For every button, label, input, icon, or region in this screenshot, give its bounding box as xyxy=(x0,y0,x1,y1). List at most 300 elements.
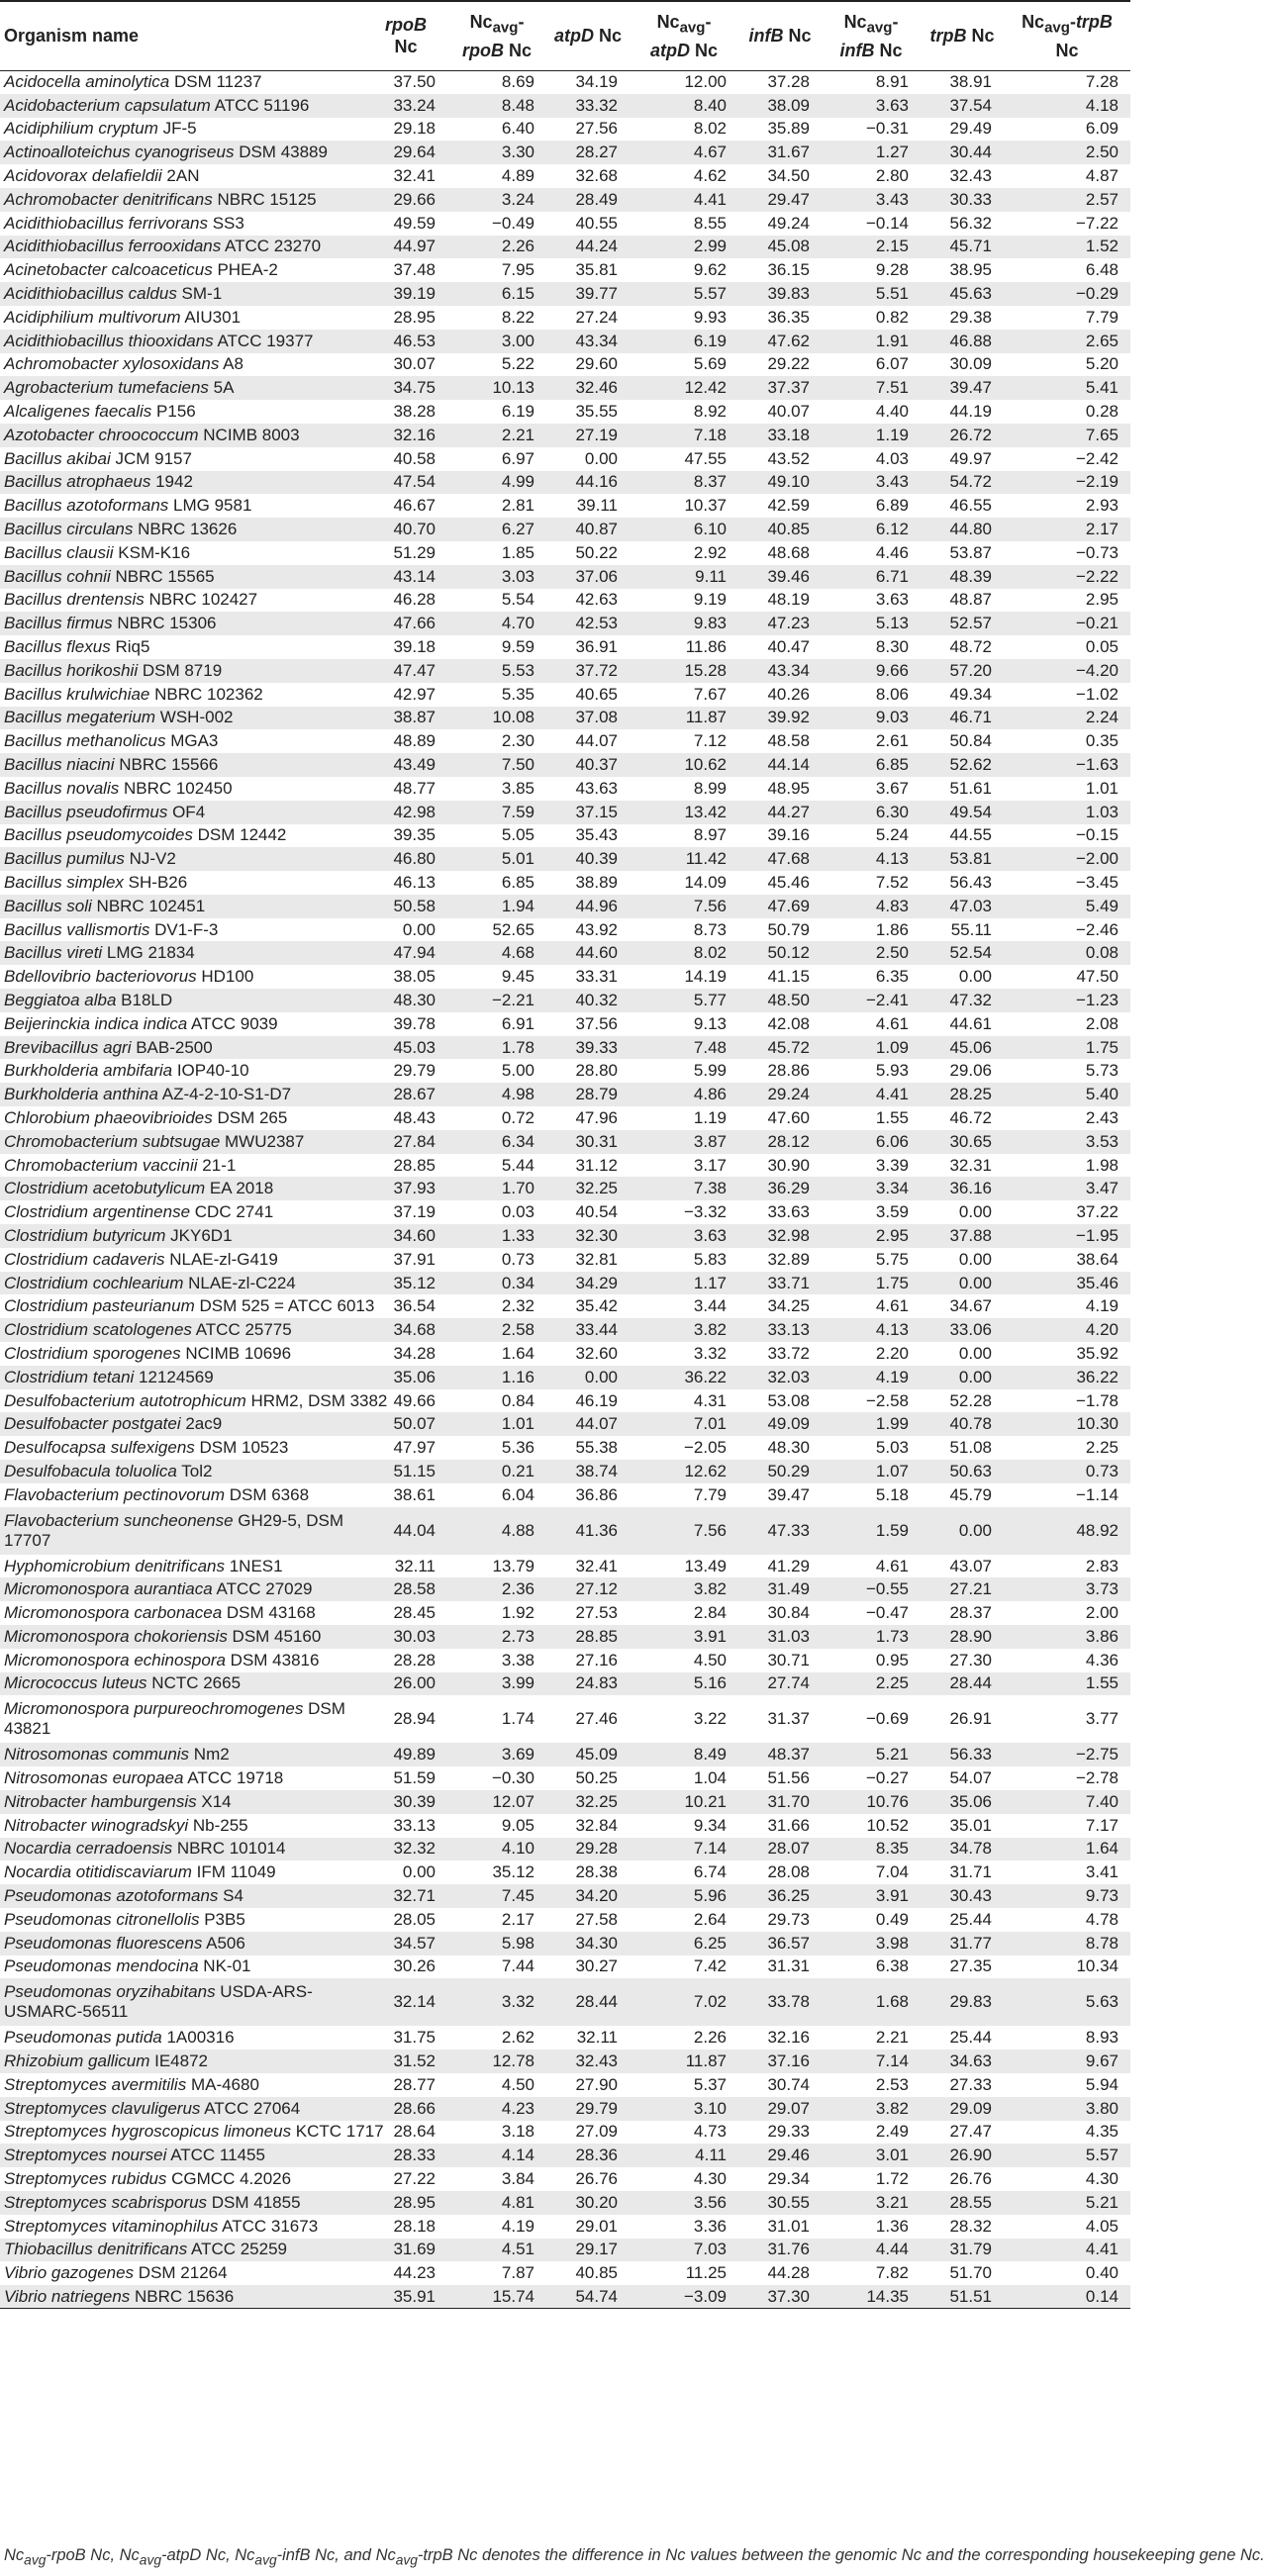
value-cell: 5.35 xyxy=(501,684,535,704)
value-cell: 42.63 xyxy=(575,590,618,610)
value-cell: 6.07 xyxy=(875,354,909,374)
species-name: Hyphomicrobium denitrificans xyxy=(4,1556,225,1575)
value-cell: 51.29 xyxy=(393,542,436,562)
value-cell: 12.07 xyxy=(492,1791,535,1811)
value-cell: 45.03 xyxy=(393,1037,436,1057)
species-name: Nitrobacter winogradskyi xyxy=(4,1815,189,1835)
column-header-6 xyxy=(822,1,921,70)
value-cell: 3.32 xyxy=(693,1343,727,1363)
value-cell: 9.67 xyxy=(1085,2051,1119,2071)
strain-name: SS3 xyxy=(207,213,244,233)
value-cell: 28.95 xyxy=(393,307,436,327)
value-cell: 1.64 xyxy=(1085,1839,1119,1859)
value-cell: 5.20 xyxy=(1085,354,1119,374)
value-cell: 31.31 xyxy=(767,1956,810,1976)
species-name: Desulfobacterium autotrophicum xyxy=(4,1390,246,1410)
value-cell: 38.64 xyxy=(1076,1249,1119,1269)
value-cell: 5.21 xyxy=(1085,2192,1119,2212)
value-cell: 5.75 xyxy=(875,1249,909,1269)
table-row xyxy=(0,1248,1130,1272)
value-cell: 10.76 xyxy=(866,1791,909,1811)
species-name: Desulfobacula toluolica xyxy=(4,1461,177,1480)
strain-name: ATCC 25259 xyxy=(187,2240,287,2259)
organism-name-cell xyxy=(0,1130,364,1154)
table-row xyxy=(0,1036,1130,1060)
organism-name-cell xyxy=(0,871,364,895)
species-name: Bacillus clausii xyxy=(4,542,114,562)
value-cell: 4.11 xyxy=(695,2146,727,2165)
species-name: Bacillus vireti xyxy=(4,943,103,963)
value-cell: −1.95 xyxy=(1075,1225,1119,1245)
organism-name-cell xyxy=(0,1154,364,1178)
organism-name-cell xyxy=(0,659,364,683)
organism-name-cell xyxy=(0,94,364,118)
value-cell: 27.46 xyxy=(575,1709,618,1729)
value-cell: 13.49 xyxy=(684,1556,727,1575)
strain-name: ATCC 23270 xyxy=(221,237,322,256)
value-cell: 1.09 xyxy=(875,1037,909,1057)
table-row xyxy=(0,258,1130,282)
value-cell: 4.46 xyxy=(875,542,909,562)
value-cell: 40.32 xyxy=(575,990,618,1009)
value-cell: 1.04 xyxy=(693,1768,727,1788)
organism-name-cell xyxy=(0,683,364,707)
table-row xyxy=(0,212,1130,236)
value-cell: 4.20 xyxy=(1085,1320,1119,1340)
value-cell: 11.42 xyxy=(685,849,727,869)
value-cell: 4.19 xyxy=(501,2216,535,2236)
value-cell: 0.00 xyxy=(958,1249,992,1269)
species-name: Nitrobacter hamburgensis xyxy=(4,1791,197,1811)
value-cell: 2.61 xyxy=(875,731,909,751)
value-cell: 0.00 xyxy=(958,1273,992,1292)
value-cell: 10.34 xyxy=(1076,1956,1119,1976)
strain-name: NJ-V2 xyxy=(124,849,176,869)
value-cell: 42.97 xyxy=(393,684,436,704)
table-row xyxy=(0,2239,1130,2262)
value-cell: 4.87 xyxy=(1085,166,1119,186)
header-pre: Organism name xyxy=(4,26,140,47)
species-name: Pseudomonas putida xyxy=(4,2028,162,2048)
header-row xyxy=(0,1,1130,70)
table-row xyxy=(0,164,1130,188)
header-pre: Nc xyxy=(843,11,867,32)
value-cell: 39.77 xyxy=(575,284,618,304)
value-cell: 28.66 xyxy=(393,2098,436,2118)
value-cell: 31.66 xyxy=(767,1815,810,1835)
strain-name: CGMCC 4.2026 xyxy=(166,2169,292,2189)
value-cell: 35.43 xyxy=(575,825,618,845)
table-row xyxy=(0,565,1130,589)
value-cell: 1.33 xyxy=(501,1225,535,1245)
value-cell: 33.32 xyxy=(575,95,618,115)
value-cell: 4.41 xyxy=(1085,2240,1119,2259)
organism-name-cell xyxy=(0,1884,364,1908)
value-cell: 28.64 xyxy=(393,2122,436,2142)
value-cell: 44.96 xyxy=(575,896,618,915)
value-cell: 46.88 xyxy=(949,331,992,350)
value-cell: 51.51 xyxy=(949,2286,992,2306)
organism-name-cell xyxy=(0,282,364,306)
species-name: Nocardia cerradoensis xyxy=(4,1839,173,1859)
species-name: Achromobacter denitrificans xyxy=(4,189,213,209)
table-row xyxy=(0,2167,1130,2191)
table-row xyxy=(0,1224,1130,1248)
value-cell: 32.16 xyxy=(393,425,436,444)
value-cell: −2.42 xyxy=(1075,448,1119,468)
value-cell: 49.24 xyxy=(767,213,810,233)
value-cell: 6.35 xyxy=(875,967,909,987)
value-cell: 37.91 xyxy=(393,1249,436,1269)
footnote-text: , xyxy=(110,2546,120,2564)
value-cell: 5.57 xyxy=(693,284,727,304)
value-cell: 0.05 xyxy=(1085,637,1119,657)
value-cell: 47.54 xyxy=(393,472,436,492)
strain-name: IE4872 xyxy=(149,2051,208,2071)
value-cell: 4.98 xyxy=(501,1085,535,1104)
strain-name: ATCC 27064 xyxy=(200,2098,301,2118)
species-name: Pseudomonas azotoformans xyxy=(4,1886,219,1906)
organism-name-cell xyxy=(0,236,364,259)
organism-name-cell xyxy=(0,1672,364,1696)
value-cell: 44.04 xyxy=(393,1520,436,1540)
table-row xyxy=(0,871,1130,895)
organism-name-cell xyxy=(0,1412,364,1436)
table-row xyxy=(0,1814,1130,1838)
value-cell: 8.49 xyxy=(693,1745,727,1765)
value-cell: 37.72 xyxy=(575,660,618,680)
table-row xyxy=(0,1272,1130,1295)
value-cell: 8.30 xyxy=(875,637,909,657)
value-cell: 49.09 xyxy=(767,1414,810,1434)
value-cell: 4.19 xyxy=(1085,1296,1119,1316)
value-cell: 27.33 xyxy=(949,2074,992,2094)
table-footnote xyxy=(4,2546,1265,2568)
value-cell: 26.76 xyxy=(949,2169,992,2189)
value-cell: 8.91 xyxy=(875,72,909,92)
value-cell: 45.71 xyxy=(949,237,992,256)
value-cell: 3.85 xyxy=(501,778,535,798)
organism-name-cell xyxy=(0,1743,364,1766)
organism-name-cell xyxy=(0,1695,364,1743)
value-cell: 40.39 xyxy=(575,849,618,869)
value-cell: 33.13 xyxy=(767,1320,810,1340)
value-cell: 33.06 xyxy=(949,1320,992,1340)
value-cell: 28.27 xyxy=(575,143,618,162)
value-cell: 0.82 xyxy=(875,307,909,327)
value-cell: 10.37 xyxy=(684,496,727,516)
organism-name-cell xyxy=(0,2215,364,2239)
value-cell: 31.70 xyxy=(767,1791,810,1811)
value-cell: 41.29 xyxy=(767,1556,810,1575)
species-name: Bacillus akibai xyxy=(4,448,111,468)
value-cell: 40.85 xyxy=(767,520,810,539)
organism-name-cell xyxy=(0,353,364,377)
value-cell: 31.77 xyxy=(949,1933,992,1953)
value-cell: 31.49 xyxy=(767,1579,810,1599)
value-cell: 50.22 xyxy=(575,542,618,562)
value-cell: 4.13 xyxy=(875,1320,909,1340)
table-row xyxy=(0,1860,1130,1884)
organism-name-cell xyxy=(0,306,364,330)
value-cell: 3.77 xyxy=(1085,1709,1119,1729)
value-cell: 37.28 xyxy=(767,72,810,92)
value-cell: 28.79 xyxy=(575,1085,618,1104)
value-cell: 5.73 xyxy=(1085,1061,1119,1081)
value-cell: 0.73 xyxy=(1085,1461,1119,1480)
value-cell: 0.00 xyxy=(958,1343,992,1363)
value-cell: 30.84 xyxy=(767,1603,810,1623)
value-cell: 36.91 xyxy=(575,637,618,657)
organism-name-cell xyxy=(0,847,364,871)
value-cell: 49.10 xyxy=(767,472,810,492)
value-cell: 38.95 xyxy=(949,260,992,280)
strain-name: HD100 xyxy=(196,967,254,987)
value-cell: 6.85 xyxy=(875,755,909,774)
value-cell: 51.70 xyxy=(949,2263,992,2283)
value-cell: 44.19 xyxy=(949,402,992,422)
value-cell: 44.55 xyxy=(949,825,992,845)
table-row xyxy=(0,518,1130,541)
column-header-8 xyxy=(1004,1,1130,70)
column-header-2 xyxy=(447,1,546,70)
species-name: Clostridium argentinense xyxy=(4,1202,191,1222)
value-cell: 26.00 xyxy=(393,1673,436,1693)
species-name: Clostridium tetani xyxy=(4,1367,135,1386)
organism-name-cell xyxy=(0,1436,364,1460)
organism-name-cell xyxy=(0,2261,364,2285)
species-name: Alcaligenes faecalis xyxy=(4,402,152,422)
value-cell: 0.00 xyxy=(584,1367,618,1386)
organism-name-cell xyxy=(0,989,364,1012)
value-cell: 32.60 xyxy=(575,1343,618,1363)
value-cell: 2.20 xyxy=(875,1343,909,1363)
organism-name-cell xyxy=(0,1555,364,1578)
organism-name-cell xyxy=(0,164,364,188)
species-name: Streptomyces clavuligerus xyxy=(4,2098,201,2118)
species-name: Bacillus drentensis xyxy=(4,590,145,610)
strain-name: NBRC 15565 xyxy=(110,566,215,586)
value-cell: 4.30 xyxy=(693,2169,727,2189)
value-cell: 27.12 xyxy=(575,1579,618,1599)
value-cell: 28.90 xyxy=(949,1626,992,1646)
value-cell: 44.07 xyxy=(575,1414,618,1434)
value-cell: 5.44 xyxy=(501,1155,535,1175)
value-cell: 28.94 xyxy=(393,1709,436,1729)
table-row xyxy=(0,282,1130,306)
value-cell: 34.75 xyxy=(393,378,436,398)
species-name: Bacillus vallismortis xyxy=(4,919,150,939)
value-cell: 6.97 xyxy=(501,448,535,468)
value-cell: 1.16 xyxy=(501,1367,535,1386)
value-cell: 32.32 xyxy=(393,1839,436,1859)
value-cell: 0.49 xyxy=(875,1909,909,1929)
value-cell: 29.66 xyxy=(393,189,436,209)
value-cell: 9.73 xyxy=(1085,1886,1119,1906)
value-cell: 34.29 xyxy=(575,1273,618,1292)
value-cell: 8.93 xyxy=(1085,2028,1119,2048)
strain-name: Nm2 xyxy=(189,1745,230,1765)
value-cell: 55.38 xyxy=(575,1438,618,1458)
organism-name-cell xyxy=(0,1272,364,1295)
value-cell: 50.29 xyxy=(767,1461,810,1480)
strain-name: 2ac9 xyxy=(180,1414,223,1434)
value-cell: 39.19 xyxy=(393,284,436,304)
strain-name: MWU2387 xyxy=(220,1131,305,1151)
value-cell: 47.55 xyxy=(684,448,727,468)
value-cell: 4.03 xyxy=(875,448,909,468)
value-cell: 44.23 xyxy=(393,2263,436,2283)
value-cell: 9.11 xyxy=(695,566,727,586)
value-cell: 3.24 xyxy=(501,189,535,209)
species-name: Micrococcus luteus xyxy=(4,1673,147,1693)
value-cell: 32.68 xyxy=(575,166,618,186)
value-cell: 47.66 xyxy=(393,614,436,633)
value-cell: 29.06 xyxy=(949,1061,992,1081)
value-cell: 28.80 xyxy=(575,1061,618,1081)
value-cell: 40.26 xyxy=(767,684,810,704)
table-row xyxy=(0,236,1130,259)
value-cell: 56.33 xyxy=(949,1745,992,1765)
value-cell: 6.19 xyxy=(501,402,535,422)
value-cell: 6.74 xyxy=(693,1862,727,1882)
organism-name-cell xyxy=(0,2050,364,2073)
value-cell: 7.65 xyxy=(1085,425,1119,444)
strain-name: DSM 8719 xyxy=(138,660,223,680)
value-cell: 7.48 xyxy=(693,1037,727,1057)
organism-name-cell xyxy=(0,188,364,212)
value-cell: 4.23 xyxy=(501,2098,535,2118)
value-cell: 38.28 xyxy=(393,402,436,422)
value-cell: −0.69 xyxy=(865,1709,909,1729)
value-cell: 3.43 xyxy=(875,472,909,492)
organism-name-cell xyxy=(0,2097,364,2121)
value-cell: 48.89 xyxy=(393,731,436,751)
value-cell: 51.15 xyxy=(393,1461,436,1480)
value-cell: 50.12 xyxy=(767,943,810,963)
value-cell: 29.28 xyxy=(575,1839,618,1859)
value-cell: 5.94 xyxy=(1085,2074,1119,2094)
value-cell: −2.05 xyxy=(683,1438,727,1458)
value-cell: 26.90 xyxy=(949,2146,992,2165)
value-cell: 33.72 xyxy=(767,1343,810,1363)
value-cell: 27.21 xyxy=(949,1579,992,1599)
value-cell: 33.31 xyxy=(575,967,618,987)
value-cell: 52.57 xyxy=(949,614,992,633)
species-name: Bacillus methanolicus xyxy=(4,731,166,751)
strain-name: NBRC 102362 xyxy=(149,684,263,704)
species-name: Actinoalloteichus cyanogriseus xyxy=(4,143,235,162)
value-cell: 0.35 xyxy=(1085,731,1119,751)
value-cell: 45.06 xyxy=(949,1037,992,1057)
species-name: Chromobacterium vaccinii xyxy=(4,1155,198,1175)
organism-name-cell xyxy=(0,1036,364,1060)
value-cell: 7.50 xyxy=(501,755,535,774)
strain-name: DSM 265 xyxy=(212,1107,288,1127)
value-cell: 1.75 xyxy=(1085,1037,1119,1057)
value-cell: 5.63 xyxy=(1085,1992,1119,2012)
strain-name: DSM 43816 xyxy=(225,1650,320,1670)
value-cell: 8.22 xyxy=(501,307,535,327)
value-cell: 8.78 xyxy=(1085,1933,1119,1953)
value-cell: 30.09 xyxy=(949,354,992,374)
table-row xyxy=(0,1342,1130,1366)
value-cell: 33.24 xyxy=(393,95,436,115)
value-cell: 5.03 xyxy=(875,1438,909,1458)
value-cell: 27.16 xyxy=(575,1650,618,1670)
organism-name-cell xyxy=(0,589,364,613)
header-sub: avg xyxy=(1044,19,1070,37)
value-cell: 14.19 xyxy=(684,967,727,987)
strain-name: A506 xyxy=(202,1933,245,1953)
value-cell: 43.34 xyxy=(767,660,810,680)
table-row xyxy=(0,1649,1130,1672)
footnote-text: -infB Nc xyxy=(276,2546,336,2564)
value-cell: 56.32 xyxy=(949,213,992,233)
value-cell: 0.00 xyxy=(584,448,618,468)
value-cell: 1.17 xyxy=(693,1273,727,1292)
species-name: Desulfocapsa sulfexigens xyxy=(4,1438,195,1458)
value-cell: 32.41 xyxy=(575,1556,618,1575)
value-cell: 26.76 xyxy=(575,2169,618,2189)
value-cell: 4.30 xyxy=(1085,2169,1119,2189)
header-gene: trpB xyxy=(929,26,967,47)
value-cell: 6.27 xyxy=(501,520,535,539)
column-header-4 xyxy=(630,1,738,70)
table-row xyxy=(0,2026,1130,2050)
value-cell: 28.85 xyxy=(575,1626,618,1646)
value-cell: 3.47 xyxy=(1085,1179,1119,1198)
value-cell: 10.13 xyxy=(492,378,535,398)
value-cell: 46.13 xyxy=(393,872,436,892)
value-cell: 49.59 xyxy=(393,213,436,233)
organism-name-cell xyxy=(0,541,364,565)
value-cell: 31.75 xyxy=(393,2028,436,2048)
value-cell: 4.70 xyxy=(501,614,535,633)
table-row xyxy=(0,188,1130,212)
value-cell: 27.30 xyxy=(949,1650,992,1670)
value-cell: 4.41 xyxy=(875,1085,909,1104)
species-name: Bacillus novalis xyxy=(4,778,120,798)
value-cell: 48.87 xyxy=(949,590,992,610)
table-row xyxy=(0,707,1130,730)
value-cell: 4.18 xyxy=(1085,95,1119,115)
value-cell: 7.17 xyxy=(1085,1815,1119,1835)
value-cell: 42.98 xyxy=(393,802,436,821)
value-cell: 5.13 xyxy=(875,614,909,633)
value-cell: 33.71 xyxy=(767,1273,810,1292)
value-cell: 36.54 xyxy=(393,1296,436,1316)
table-row xyxy=(0,1766,1130,1790)
footnote-text: -rpoB Nc xyxy=(46,2546,111,2564)
organism-name-cell xyxy=(0,1860,364,1884)
value-cell: 28.33 xyxy=(393,2146,436,2165)
table-row xyxy=(0,447,1130,471)
value-cell: 4.35 xyxy=(1085,2122,1119,2142)
strain-name: IFM 11049 xyxy=(191,1862,276,1882)
column-header-3 xyxy=(546,1,630,70)
value-cell: 1.86 xyxy=(875,919,909,939)
strain-name: BAB-2500 xyxy=(131,1037,213,1057)
table-row xyxy=(0,1083,1130,1106)
organism-name-cell xyxy=(0,1177,364,1200)
organism-name-cell xyxy=(0,1200,364,1224)
value-cell: 3.56 xyxy=(693,2192,727,2212)
organism-name-cell xyxy=(0,2121,384,2145)
value-cell: 0.34 xyxy=(501,1273,535,1292)
value-cell: 43.34 xyxy=(575,331,618,350)
value-cell: 11.87 xyxy=(685,2051,727,2071)
